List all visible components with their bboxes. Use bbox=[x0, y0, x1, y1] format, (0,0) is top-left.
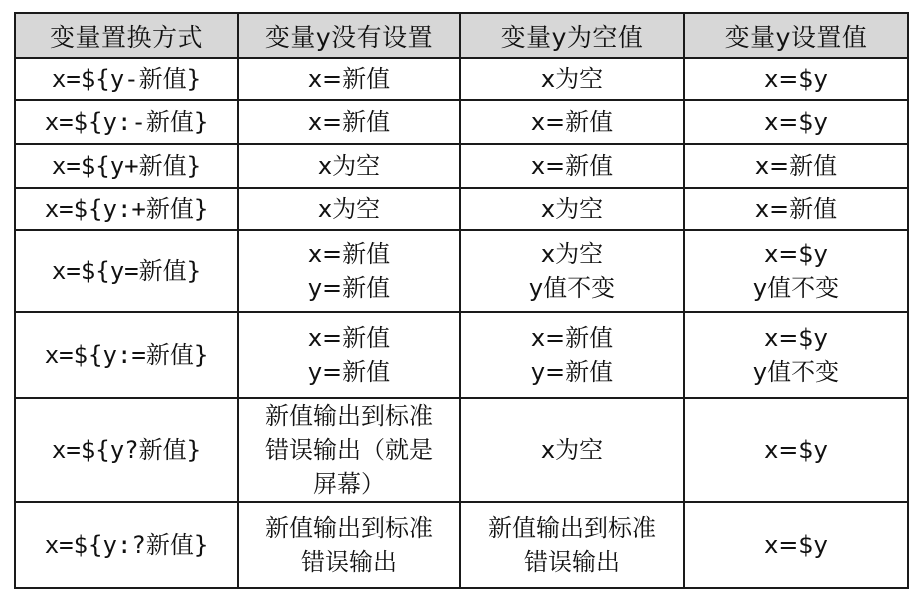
cell-line: y=新值 bbox=[307, 274, 391, 302]
substitution-expression: x=${y=新值} bbox=[15, 230, 238, 312]
cell-line: x为空 bbox=[540, 195, 604, 223]
cell-y-unset bbox=[238, 230, 460, 312]
substitution-expression: x=${y:=新值} bbox=[15, 312, 238, 398]
substitution-expression: x=${y:?新值} bbox=[15, 502, 238, 588]
cell-line: 错误输出 bbox=[524, 548, 620, 576]
table-row bbox=[15, 502, 908, 588]
cell-line: y=新值 bbox=[307, 358, 391, 386]
cell-line: x=新值 bbox=[754, 152, 838, 180]
cell-y-unset bbox=[238, 502, 460, 588]
table-row bbox=[15, 188, 908, 230]
table-row bbox=[15, 312, 908, 398]
cell-y-set bbox=[684, 188, 908, 230]
cell-y-empty bbox=[460, 144, 684, 188]
variable-substitution-table bbox=[14, 12, 909, 589]
cell-y-unset bbox=[238, 188, 460, 230]
cell-line: 新值输出到标准 bbox=[265, 402, 433, 430]
header-y-empty: 变量y为空值 bbox=[460, 13, 684, 58]
table-row bbox=[15, 144, 908, 188]
substitution-expression: x=${y?新值} bbox=[15, 398, 238, 502]
cell-line: 错误输出 bbox=[301, 548, 397, 576]
cell-line: x为空 bbox=[317, 152, 381, 180]
cell-line: y值不变 bbox=[528, 274, 616, 302]
cell-line: y值不变 bbox=[752, 274, 840, 302]
cell-line: 屏幕） bbox=[313, 470, 385, 498]
substitution-expression: x=${y:+新值} bbox=[15, 188, 238, 230]
cell-y-empty bbox=[460, 312, 684, 398]
cell-y-unset bbox=[238, 100, 460, 144]
cell-y-set bbox=[684, 144, 908, 188]
cell-line: x=新值 bbox=[307, 324, 391, 352]
cell-line: y=新值 bbox=[530, 358, 614, 386]
cell-line: x=新值 bbox=[307, 240, 391, 268]
cell-line: x=$y bbox=[764, 108, 828, 136]
cell-line: x=新值 bbox=[307, 108, 391, 136]
cell-line: 新值输出到标准 bbox=[488, 514, 656, 542]
cell-line: x=新值 bbox=[754, 195, 838, 223]
cell-line: x=新值 bbox=[530, 108, 614, 136]
cell-y-empty bbox=[460, 100, 684, 144]
cell-line: x=新值 bbox=[307, 65, 391, 93]
cell-line: x为空 bbox=[540, 240, 604, 268]
cell-line: x=$y bbox=[764, 436, 828, 464]
substitution-expression: x=${y-新值} bbox=[15, 58, 238, 100]
table-row bbox=[15, 58, 908, 100]
substitution-expression: x=${y:-新值} bbox=[15, 100, 238, 144]
cell-line: x=$y bbox=[764, 531, 828, 559]
cell-y-set bbox=[684, 58, 908, 100]
cell-line: 错误输出（就是 bbox=[265, 436, 433, 464]
cell-y-unset bbox=[238, 312, 460, 398]
cell-y-empty bbox=[460, 188, 684, 230]
cell-line: x=$y bbox=[764, 240, 828, 268]
cell-y-set bbox=[684, 100, 908, 144]
cell-y-set bbox=[684, 502, 908, 588]
cell-y-unset bbox=[238, 144, 460, 188]
cell-y-empty bbox=[460, 398, 684, 502]
cell-y-unset bbox=[238, 58, 460, 100]
table-header-row bbox=[15, 13, 908, 58]
cell-line: x=$y bbox=[764, 65, 828, 93]
table-row bbox=[15, 230, 908, 312]
cell-line: x为空 bbox=[540, 65, 604, 93]
cell-y-unset bbox=[238, 398, 460, 502]
cell-line: x=新值 bbox=[530, 324, 614, 352]
header-y-set: 变量y设置值 bbox=[684, 13, 908, 58]
cell-y-empty bbox=[460, 502, 684, 588]
cell-y-empty bbox=[460, 230, 684, 312]
header-y-unset: 变量y没有设置 bbox=[238, 13, 460, 58]
cell-y-set bbox=[684, 312, 908, 398]
cell-line: x为空 bbox=[540, 436, 604, 464]
substitution-expression: x=${y+新值} bbox=[15, 144, 238, 188]
variable-substitution-table-wrapper bbox=[14, 12, 909, 589]
table-row bbox=[15, 398, 908, 502]
cell-y-set bbox=[684, 230, 908, 312]
cell-line: x=$y bbox=[764, 324, 828, 352]
cell-line: x=新值 bbox=[530, 152, 614, 180]
cell-line: y值不变 bbox=[752, 358, 840, 386]
table-row bbox=[15, 100, 908, 144]
cell-y-set bbox=[684, 398, 908, 502]
cell-line: 新值输出到标准 bbox=[265, 514, 433, 542]
cell-y-empty bbox=[460, 58, 684, 100]
header-substitution-method: 变量置换方式 bbox=[15, 13, 238, 58]
cell-line: x为空 bbox=[317, 195, 381, 223]
